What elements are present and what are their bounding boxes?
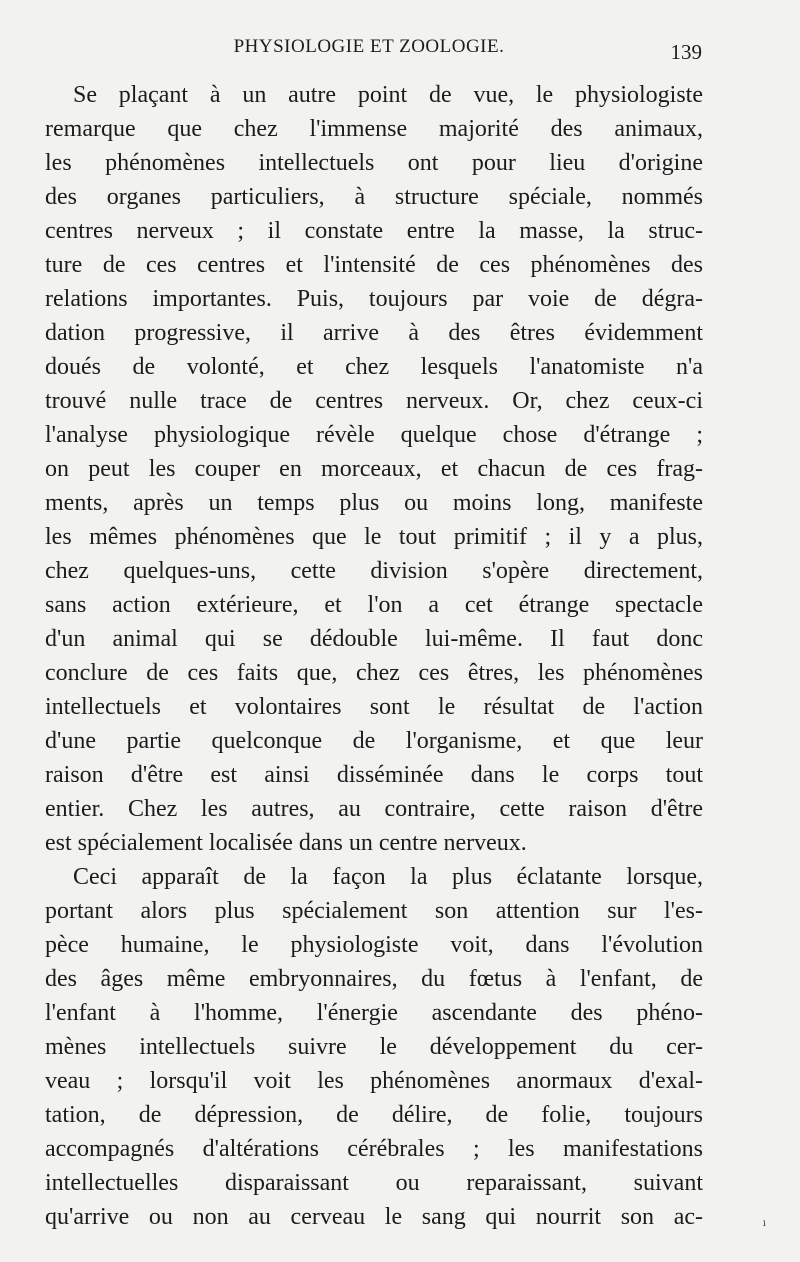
text-line: doués de volonté, et chez lesquels l'anatomiste n'a <box>45 354 703 380</box>
text-line: conclure de ces faits que, chez ces êtres, les phénomènes <box>45 660 703 686</box>
text-line: chez quelques-uns, cette division s'opère directement, <box>45 558 703 584</box>
text-line: Ceci apparaît de la façon la plus éclatante lorsque, <box>73 864 703 890</box>
text-line: entier. Chez les autres, au contraire, cette raison d'être <box>45 796 703 822</box>
text-line: raison d'être est ainsi disséminée dans le corps tout <box>45 762 703 788</box>
text-line: d'une partie quelconque de l'organisme, et que leur <box>45 728 703 754</box>
text-line: veau ; lorsqu'il voit les phénomènes anormaux d'exal- <box>45 1068 703 1094</box>
text-line: sans action extérieure, et l'on a cet étrange spectacle <box>45 592 703 618</box>
text-line: ments, après un temps plus ou moins long, manifeste <box>45 490 703 516</box>
text-line: intellectuelles disparaissant ou reparaissant, suivant <box>45 1170 703 1196</box>
text-line: remarque que chez l'immense majorité des animaux, <box>45 116 703 142</box>
text-line: les mêmes phénomènes que le tout primitif ; il y a plus, <box>45 524 703 550</box>
text-line: centres nerveux ; il constate entre la masse, la struc- <box>45 218 703 244</box>
paragraph-2 <box>45 860 703 1234</box>
text-line: est spécialement localisée dans un centre nerveux. <box>45 830 527 856</box>
text-line: dation progressive, il arrive à des êtres évidemment <box>45 320 703 346</box>
text-line: l'enfant à l'homme, l'énergie ascendante des phéno- <box>45 1000 703 1026</box>
running-title: PHYSIOLOGIE ET ZOOLOGIE. <box>233 36 505 57</box>
text-line: qu'arrive ou non au cerveau le sang qui nourrit son ac- <box>45 1204 703 1230</box>
text-line: des âges même embryonnaires, du fœtus à l'enfant, de <box>45 966 703 992</box>
text-line: trouvé nulle trace de centres nerveux. Or, chez ceux-ci <box>45 388 703 414</box>
text-line: mènes intellectuels suivre le développement du cer- <box>45 1034 703 1060</box>
paragraph-1 <box>45 78 703 860</box>
text-line: des organes particuliers, à structure spéciale, nommés <box>45 184 703 210</box>
body-text <box>45 78 703 1234</box>
text-line: les phénomènes intellectuels ont pour lieu d'origine <box>45 150 703 176</box>
text-line: intellectuels et volontaires sont le résultat de l'action <box>45 694 703 720</box>
page-number: 139 <box>670 40 702 64</box>
edge-mark: ı <box>762 1218 766 1229</box>
text-line: pèce humaine, le physiologiste voit, dans l'évolution <box>45 932 703 958</box>
text-line: on peut les couper en morceaux, et chacun de ces frag- <box>45 456 703 482</box>
text-line: Se plaçant à un autre point de vue, le physiologiste <box>73 82 703 108</box>
text-line: d'un animal qui se dédouble lui-même. Il faut donc <box>45 626 703 652</box>
text-line: tation, de dépression, de délire, de folie, toujours <box>45 1102 703 1128</box>
text-line: accompagnés d'altérations cérébrales ; les manifestations <box>45 1136 703 1162</box>
text-line: l'analyse physiologique révèle quelque chose d'étrange ; <box>45 422 703 448</box>
text-line: portant alors plus spécialement son attention sur l'es- <box>45 898 703 924</box>
text-line: ture de ces centres et l'intensité de ces phénomènes des <box>45 252 703 278</box>
text-line: relations importantes. Puis, toujours par voie de dégra- <box>45 286 703 312</box>
